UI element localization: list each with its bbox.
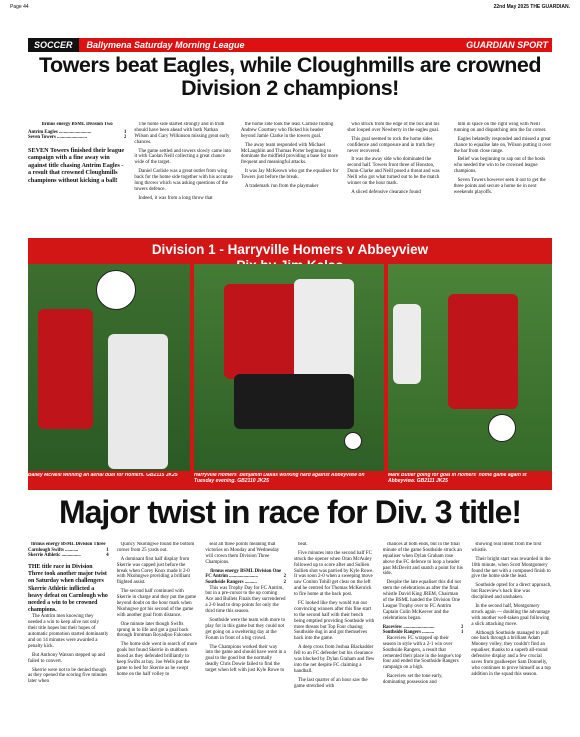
photo-caption: Harryville Homers' Benjamin Dallas working hard against Abbeyview on Tuesday evening. GB2110 JK25 xyxy=(194,473,365,484)
player-white xyxy=(393,304,421,384)
page-number: Page 44 xyxy=(10,4,29,10)
player-white xyxy=(108,334,168,469)
story2-col2: Quincy Nkohngwe found the bottom corner from 25 yards out. A dominant first half display from Skerrie was capped just before the break when Corey Knox made it 2-0 with Nkohngwe providing a brilliant flighted assist. The second half continued with Skerrie in charge and they put the game beyond doubt on the hour mark when Nkohngwe got his second of the game with another goal from distance. One minute later though Swifts sprung in to life and got a goal back through frontman Boyadjoo Falconer. The home side went in search of more goals but found Skerrie in stubborn mood as they defended brilliantly to keep Swifts at bay. Joe Wells put the game to bed for Skerrie as he swept home on the half volley to xyxy=(116,542,198,677)
story1-col3: the home side took the lead. Carlisle finding Andrew Courtney who flicked his header beyond Jamie Clarke in the towers goal. The away team responded with Michael McLaughlin and Thomas Porter beginning to dominate the midfield providing a base for more frequent and meaningful attacks. It was Jay McKeown who got the equaliser for Towers just before the break. A trademark run from the playmaker xyxy=(240,122,339,190)
score-row: Southside Rangers .......... 1 xyxy=(382,630,464,636)
story1-headline: Towers beat Eagles, while Cloughmills are crowned Division 2 champions! xyxy=(39,53,541,100)
page-header xyxy=(10,4,570,14)
player-white xyxy=(294,279,354,389)
score-box xyxy=(383,625,464,636)
story1-col2: The home side started strongly and in truth should have been ahead with both Nathan Wilson and Gary Wilkinson missing great early chances. The game settled and towers slowly came into it with Caolan Neill collecting a great chance wide of the target. Daniel Carlisle was a great outlet from wing back for the home side together with his accurate long throws which was asking questions of the towers defence. Indeed, it was from a long throw that xyxy=(134,122,233,201)
match-photo xyxy=(388,264,552,471)
score-row: Seven Towers ......................... 2 xyxy=(28,135,127,141)
story2-body xyxy=(28,542,552,732)
score-box-title: firmus energy BSML Division Three xyxy=(31,542,106,547)
section-label: SOCCER xyxy=(28,38,79,52)
player-red xyxy=(38,309,93,429)
photo-caption: Bailey McNeill winning an aerial duel for Homers. GB2115 JK25 xyxy=(28,473,178,478)
score-row: Antrim Eagles ........................... 1 xyxy=(28,129,127,135)
football-icon xyxy=(344,432,362,450)
score-row: FC Antrim ........................ 2 xyxy=(205,574,287,580)
story2-headline: Major twist in race for Div. 3 title! xyxy=(58,494,522,530)
story1-col4: who struck from the edge of the box and his shot looped over Newberry in the eagles goal. This goal seemed to rock the home sides confidence and composure and in truth they never recovered. It was the away side who dominated the second half. Towers front three of Honston, Dunn-Clarke and Neill posed a threat and was Neill who got what turned out to be the match winner on the hour mark. A sliced defensive clearance found xyxy=(347,122,440,195)
match-photo xyxy=(28,264,190,471)
score-box xyxy=(205,569,286,586)
story2-col4: beat. Five minutes into the second half FC struck the opener when Oran McAuley followed up to score after and Sullien Sullien shot was parried by Kyle Rowe. It was soon 2-0 when a sweeping move saw Conlon Tohill get clear on the left and he centred for Thomas McKenrick to fire home at the back post. FC looked like they would run out convincing winners after this fine start to the second half with their bench being emptied providing Southside with more threats but Top Four chasing Southside dug in and got themselves back into the game. A deep cross from Joshua Blackadder fell to an FC defender but his clearance was blocked by Dylan Graham and flew into the net despite FC claiming a handball. The last quarter of an hour saw the game stretched with xyxy=(294,542,375,689)
section-banner xyxy=(28,38,552,52)
football-icon xyxy=(488,414,516,442)
story2-col3: seal all three points meaning that victories on Monday and Wednesday will crown them Division Three Champions. firmus energy BSML Division One FC Antrim ........................ 2 Southside Rangers .......... 2 This was Trophy Day for FC Antrim, but in a pre-cursor to the up coming Ace and Bullets Finals they surrendered a 2-0 lead to drop points for only the third time this season. Southside were the team with more to play for in this game but they could not get going on a sweltering day at the Forum in front of a big crowd. The Champions worked their way into the game and should have went in a goal to the good but the normally deadly Chris Dowie failed to find the target when left with just Kyle Rowe to xyxy=(205,542,287,674)
match-photo xyxy=(194,264,384,471)
story2-col6: showing real intent from the first whistle. Their bright start was rewarded in the 10th minute, when Scott Montgomery found the net with a composed finish to give the home side the lead. Southside opted for a direct approach, but Raceview's back line was disciplined and unshaken. In the second half, Montgomery struck again — doubling the advantage with another well-taken goal following a slick attacking move. Although Southside managed to pull one back through a brilliant Adam Mooney volley, they couldn't find an equaliser, thanks to a superb all-round defensive display and a few crucial saves from goalkeeper Sam Donnelly, who continues to prove himself as a top addition in the squad this season. xyxy=(471,542,552,677)
photo-captions xyxy=(28,473,552,490)
story1-col5: him in space on the right wing with Neill running on and dispatching into the far corner. Eagles belatedly responded and missed a great chance to equalise late on, Wilson putting it over the bar from close range. Belief was beginning to sap out of the hosts who needed the win to be crowned league champions. Seven Towers however seen it out to get the three points and secure a home tie in next weekends playoffs. xyxy=(453,122,552,195)
players-legs xyxy=(234,374,354,429)
football-icon xyxy=(96,270,136,310)
score-row: Southside Rangers .......... 2 xyxy=(205,579,287,585)
photo-row xyxy=(28,264,552,471)
player-red xyxy=(448,294,518,409)
story1-body xyxy=(28,122,552,242)
score-box xyxy=(28,122,126,141)
score-row: Carnlough Swifts ........... 1 xyxy=(28,547,109,553)
score-box xyxy=(28,542,109,559)
score-box-title: firmus energy BSML Division One xyxy=(210,568,282,574)
issue-date: 22nd May 2025 THE GUARDIAN. xyxy=(493,4,570,10)
score-row: Raceview .......................... 2 xyxy=(382,624,464,630)
story2-col1: firmus energy BSML Division Three Carnlough Swifts ........... 1 Skerrie Athletic ................ 4 THE title race in Division Three took another major twist on Saturday when challengers Skerrie Athletic inflicted a heavy defeat on Carnlough who needed a win to be crowned champions. The Antrim men knowing they needed a win to keep alive not only their title hopes but their hopes of automatic promotion started dominantly and on 14 minutes were awarded a penalty kick. But Anthony Watson stepped up and failed to convert. Skerrie were not to be denied though as they opened the scoring five minutes later when xyxy=(28,542,109,685)
league-name: Ballymena Saturday Morning League xyxy=(86,40,245,50)
story2-lede: THE title race in Division Three took another major twist on Saturday when challengers Skerrie Athletic inflicted a heavy defeat on Carnlough who needed a win to be crowned champions. xyxy=(28,563,108,614)
photo-feature-title: Division 1 - Harryville Homers v Abbeyview xyxy=(151,242,429,257)
player-red xyxy=(224,284,299,379)
story2-col5: chances at both ends, but in the final minute of the game Southside struck an equaliser when Dylan Graham rose above the FC defence to loop a header past McDevitt and snatch a point for his side. Despite the late equaliser this did not stem the celebrations as after the final whistle David King JREM, Chairman of the BSML handed the Division One League Trophy over to FC Antrim Captain Colin McKeever and the celebrations began. Raceview .......................... 2 Southside Rangers .......... 1 Raceview FC wrapped up their season in style with a 2-1 win over Southside Rangers, a result that cemented their place in the league's top four and ended the Southside Rangers campaign on a high. Raceview set the tone early, dominating possession and xyxy=(382,542,464,686)
score-box-title: firmus energy BSML Division Two xyxy=(41,122,113,127)
story1-col1 xyxy=(28,122,126,242)
photo-caption: Mark Butler going for goal in Homers' home game again st Abbeyview. GB2111 JK25 xyxy=(388,473,527,484)
score-row: Skerrie Athletic ................ 4 xyxy=(28,553,109,559)
brand-label: GUARDIAN SPORT xyxy=(466,40,548,50)
story1-lede: SEVEN Towers finished their league campaign with a fine away win against title chasing Antrim Eagles - a result that crowned Cloughmills champions without kicking a ball! xyxy=(28,146,125,184)
